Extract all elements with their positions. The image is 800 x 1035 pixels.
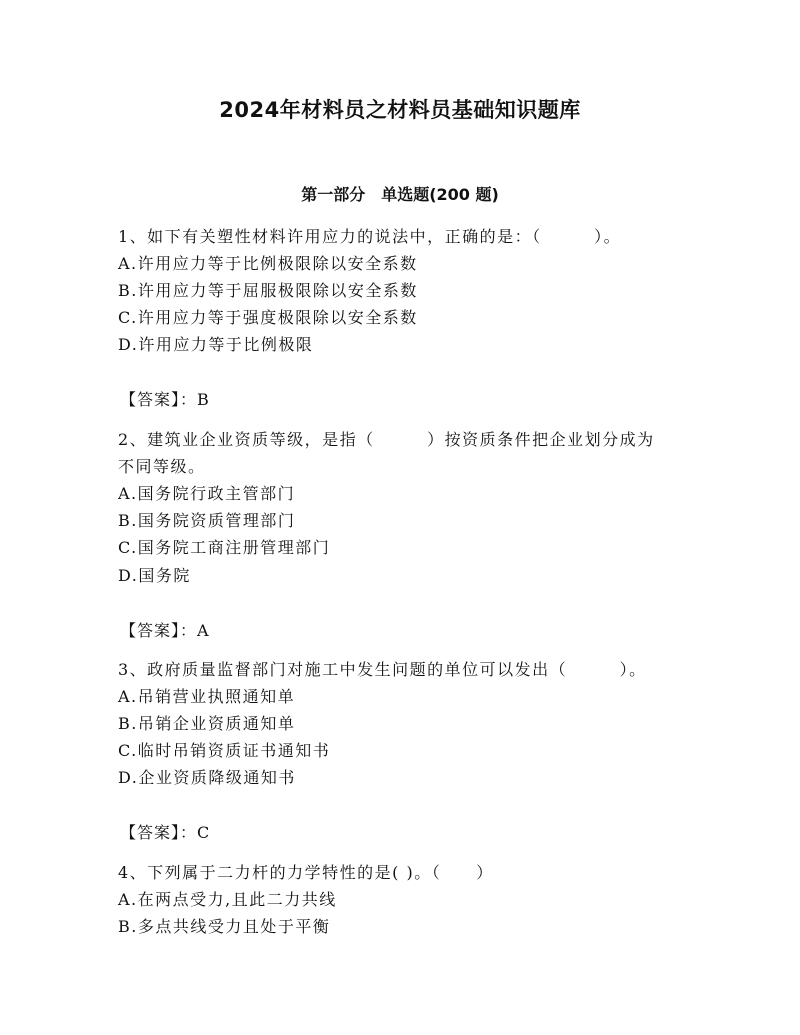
question-2-option-b: B.国务院资质管理部门 — [118, 511, 296, 530]
question-2-option-c: C.国务院工商注册管理部门 — [118, 538, 331, 557]
question-4-stem: 4、下列属于二力杆的力学特性的是( )。（ ） — [118, 863, 494, 882]
question-3-option-a: A.吊销营业执照通知单 — [118, 687, 296, 706]
question-1-answer: 【答案】：B — [120, 390, 210, 409]
question-3-option-c: C.临时吊销资质证书通知书 — [118, 741, 331, 760]
question-2-stem-line-2: 不同等级。 — [118, 457, 206, 476]
question-1-option-d: D.许用应力等于比例极限 — [118, 335, 314, 354]
question-2-stem-line-1: 2、建筑业企业资质等级，是指（ ）按资质条件把企业划分成为 — [118, 430, 655, 449]
question-2-option-a: A.国务院行政主管部门 — [118, 484, 296, 503]
question-3-answer: 【答案】：C — [120, 823, 211, 842]
question-2-option-d: D.国务院 — [118, 566, 191, 585]
document-title: 2024年材料员之材料员基础知识题库 — [219, 98, 581, 122]
question-4-option-a: A.在两点受力,且此二力共线 — [118, 890, 337, 909]
question-1-option-c: C.许用应力等于强度极限除以安全系数 — [118, 308, 418, 327]
question-1-option-b: B.许用应力等于屈服极限除以安全系数 — [118, 281, 418, 300]
question-1-stem: 1、如下有关塑性材料许用应力的说法中，正确的是：（ ）。 — [118, 227, 622, 246]
question-4-option-b: B.多点共线受力且处于平衡 — [118, 917, 331, 936]
section-title: 第一部分 单选题(200 题) — [301, 185, 499, 204]
question-3-stem: 3、政府质量监督部门对施工中发生问题的单位可以发出（ ）。 — [118, 660, 647, 679]
question-1-option-a: A.许用应力等于比例极限除以安全系数 — [118, 254, 418, 273]
question-3-option-b: B.吊销企业资质通知单 — [118, 714, 296, 733]
question-2-answer: 【答案】：A — [120, 621, 210, 640]
question-3-option-d: D.企业资质降级通知书 — [118, 768, 296, 787]
